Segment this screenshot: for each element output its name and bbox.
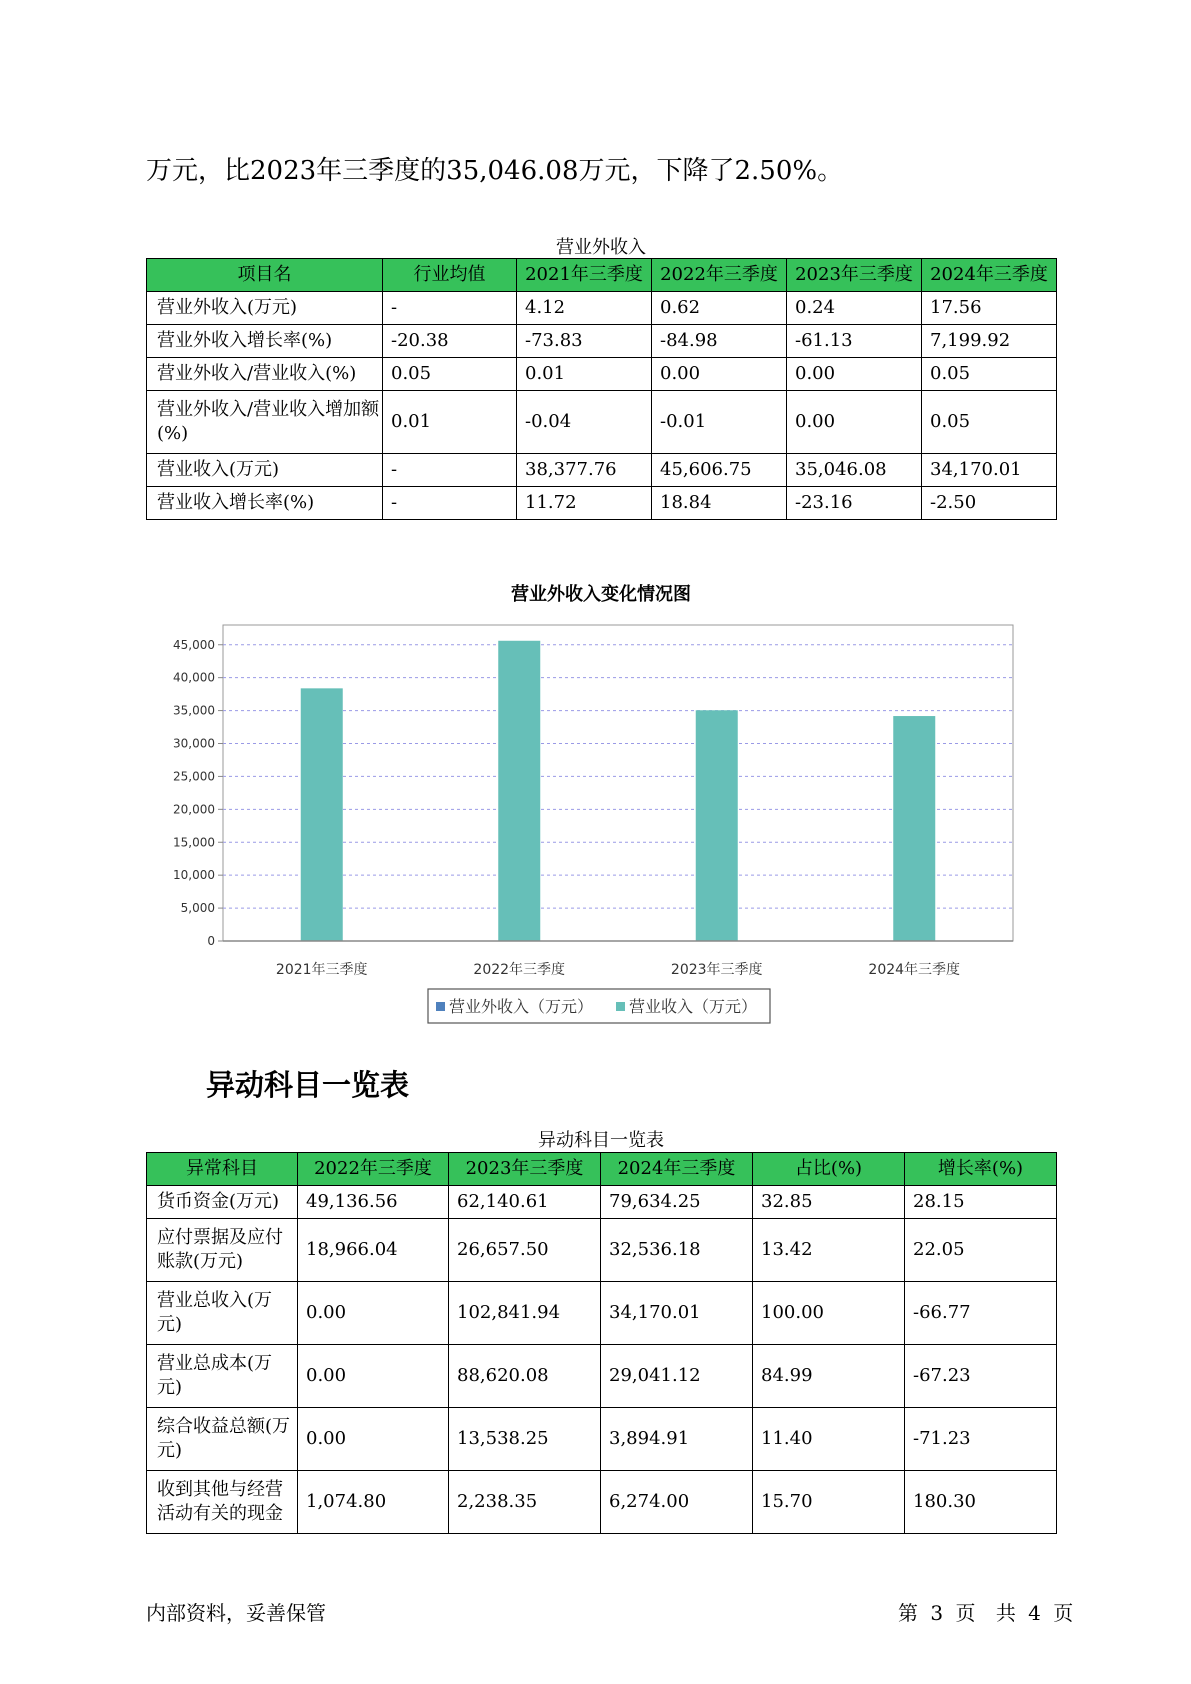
table-cell: -20.38 bbox=[383, 325, 517, 358]
table-cell: 18.84 bbox=[652, 487, 787, 520]
table-cell: 29,041.12 bbox=[601, 1345, 753, 1408]
row-label: 营业外收入增长率(%) bbox=[147, 325, 383, 358]
table-cell: 38,377.76 bbox=[517, 454, 652, 487]
table-cell: 6,274.00 bbox=[601, 1471, 753, 1534]
table-row bbox=[147, 487, 1057, 520]
x-tick-label: 2023年三季度 bbox=[670, 962, 763, 978]
table-cell: 3,894.91 bbox=[601, 1408, 753, 1471]
table-cell: 62,140.61 bbox=[449, 1186, 601, 1219]
table-cell: 180.30 bbox=[905, 1471, 1057, 1534]
table-cell: 17.56 bbox=[922, 292, 1057, 325]
column-header: 2022年三季度 bbox=[298, 1153, 449, 1186]
table-row bbox=[147, 454, 1057, 487]
page-number: 3 bbox=[930, 1601, 944, 1625]
bar bbox=[301, 688, 343, 941]
table-cell: 35,046.08 bbox=[787, 454, 922, 487]
page-unit: 页 bbox=[955, 1601, 976, 1625]
table-cell: -2.50 bbox=[922, 487, 1057, 520]
y-tick-label: 15,000 bbox=[173, 835, 215, 850]
table-cell: - bbox=[383, 454, 517, 487]
table-cell: 102,841.94 bbox=[449, 1282, 601, 1345]
table-cell: 0.62 bbox=[652, 292, 787, 325]
table-cell: 2,238.35 bbox=[449, 1471, 601, 1534]
table-cell: 7,199.92 bbox=[922, 325, 1057, 358]
page-indicator bbox=[898, 1597, 1079, 1626]
table-header-row bbox=[147, 1153, 1057, 1186]
table-cell: -61.13 bbox=[787, 325, 922, 358]
row-label: 营业外收入/营业收入增加额(%) bbox=[147, 391, 383, 454]
bar-chart bbox=[146, 580, 1056, 1040]
y-tick-label: 40,000 bbox=[173, 670, 215, 685]
footer-confidential-note: 内部资料，妥善保管 bbox=[146, 1601, 326, 1625]
table-cell: 0.00 bbox=[298, 1282, 449, 1345]
table-cell: 18,966.04 bbox=[298, 1219, 449, 1282]
table-row bbox=[147, 1186, 1057, 1219]
table-cell: 28.15 bbox=[905, 1186, 1057, 1219]
table-cell: -0.04 bbox=[517, 391, 652, 454]
table-cell: 0.05 bbox=[922, 391, 1057, 454]
table-cell: 0.01 bbox=[383, 391, 517, 454]
page-label: 第 bbox=[898, 1601, 918, 1625]
x-axis-ticks bbox=[276, 961, 960, 978]
table-cell: 11.72 bbox=[517, 487, 652, 520]
y-tick-label: 5,000 bbox=[180, 901, 215, 916]
table-cell: - bbox=[383, 487, 517, 520]
non-operating-income-table bbox=[146, 258, 1057, 520]
column-header: 增长率(%) bbox=[905, 1153, 1057, 1186]
table-cell: -73.83 bbox=[517, 325, 652, 358]
table-row bbox=[147, 1345, 1057, 1408]
y-axis-ticks bbox=[173, 638, 223, 948]
table-cell: 84.99 bbox=[753, 1345, 905, 1408]
table-row bbox=[147, 325, 1057, 358]
table-cell: -84.98 bbox=[652, 325, 787, 358]
column-header: 占比(%) bbox=[753, 1153, 905, 1186]
table-cell: 0.00 bbox=[298, 1345, 449, 1408]
table-cell: 26,657.50 bbox=[449, 1219, 601, 1282]
x-tick-label: 2024年三季度 bbox=[868, 962, 961, 978]
table-row bbox=[147, 358, 1057, 391]
table-cell: 0.00 bbox=[787, 358, 922, 391]
table-cell: 34,170.01 bbox=[922, 454, 1057, 487]
total-label: 共 bbox=[995, 1601, 1016, 1625]
y-tick-label: 45,000 bbox=[173, 637, 215, 652]
y-tick-label: 0 bbox=[207, 934, 215, 948]
table-cell: 79,634.25 bbox=[601, 1186, 753, 1219]
row-label: 营业收入增长率(%) bbox=[147, 487, 383, 520]
table-cell: 11.40 bbox=[753, 1408, 905, 1471]
table-cell: -0.01 bbox=[652, 391, 787, 454]
row-label: 营业外收入/营业收入(%) bbox=[147, 358, 383, 391]
bar bbox=[893, 716, 935, 941]
table-row bbox=[147, 1219, 1057, 1282]
table-cell: 0.00 bbox=[787, 391, 922, 454]
legend-swatch bbox=[616, 1002, 625, 1011]
table-cell: - bbox=[383, 292, 517, 325]
table-cell: -67.23 bbox=[905, 1345, 1057, 1408]
table-row bbox=[147, 1408, 1057, 1471]
column-header: 2022年三季度 bbox=[652, 259, 787, 292]
table-cell: 49,136.56 bbox=[298, 1186, 449, 1219]
column-header: 2024年三季度 bbox=[922, 259, 1057, 292]
section-title: 异动科目一览表 bbox=[206, 1068, 410, 1102]
table2-caption: 异动科目一览表 bbox=[538, 1130, 664, 1151]
abnormal-items-table bbox=[146, 1152, 1057, 1534]
chart-title: 营业外收入变化情况图 bbox=[511, 584, 691, 605]
bar bbox=[696, 710, 738, 941]
row-label: 货币资金(万元) bbox=[147, 1186, 298, 1219]
table-cell: 1,074.80 bbox=[298, 1471, 449, 1534]
row-label: 营业总成本(万元) bbox=[147, 1345, 298, 1408]
y-tick-label: 20,000 bbox=[173, 802, 215, 817]
x-tick-label: 2022年三季度 bbox=[473, 962, 566, 978]
row-label: 营业收入(万元) bbox=[147, 454, 383, 487]
column-header: 2023年三季度 bbox=[449, 1153, 601, 1186]
table-cell: -23.16 bbox=[787, 487, 922, 520]
column-header: 2021年三季度 bbox=[517, 259, 652, 292]
legend-label: 营业外收入（万元） bbox=[449, 997, 594, 1016]
table-cell: 32.85 bbox=[753, 1186, 905, 1219]
x-tick-label: 2021年三季度 bbox=[275, 962, 368, 978]
table-cell: 15.70 bbox=[753, 1471, 905, 1534]
table-cell: 88,620.08 bbox=[449, 1345, 601, 1408]
y-tick-label: 35,000 bbox=[173, 703, 215, 718]
column-header: 异常科目 bbox=[147, 1153, 298, 1186]
table-cell: 45,606.75 bbox=[652, 454, 787, 487]
table1-caption: 营业外收入 bbox=[556, 237, 646, 258]
y-tick-label: 30,000 bbox=[173, 736, 215, 751]
row-label: 应付票据及应付账款(万元) bbox=[147, 1219, 298, 1282]
table-row bbox=[147, 1282, 1057, 1345]
table-cell: 32,536.18 bbox=[601, 1219, 753, 1282]
column-header: 2023年三季度 bbox=[787, 259, 922, 292]
table-row bbox=[147, 391, 1057, 454]
table-cell: 0.00 bbox=[298, 1408, 449, 1471]
table-cell: 22.05 bbox=[905, 1219, 1057, 1282]
table-cell: 13,538.25 bbox=[449, 1408, 601, 1471]
chart-legend bbox=[428, 989, 770, 1023]
y-tick-label: 25,000 bbox=[173, 769, 215, 784]
table-cell: 0.00 bbox=[652, 358, 787, 391]
table-cell: 0.24 bbox=[787, 292, 922, 325]
column-header: 2024年三季度 bbox=[601, 1153, 753, 1186]
legend-label: 营业收入（万元） bbox=[629, 997, 758, 1016]
table-cell: 0.05 bbox=[383, 358, 517, 391]
row-label: 营业总收入(万元) bbox=[147, 1282, 298, 1345]
column-header: 行业均值 bbox=[383, 259, 517, 292]
table-row bbox=[147, 292, 1057, 325]
row-label: 收到其他与经营活动有关的现金 bbox=[147, 1471, 298, 1534]
y-tick-label: 10,000 bbox=[173, 868, 215, 883]
bar bbox=[498, 641, 540, 941]
table-cell: 0.05 bbox=[922, 358, 1057, 391]
table-cell: 4.12 bbox=[517, 292, 652, 325]
table-cell: 13.42 bbox=[753, 1219, 905, 1282]
legend-swatch bbox=[436, 1002, 445, 1011]
intro-paragraph: 万元，比2023年三季度的35,046.08万元，下降了2.50%。 bbox=[146, 156, 844, 186]
total-unit: 页 bbox=[1053, 1601, 1074, 1625]
table-cell: 34,170.01 bbox=[601, 1282, 753, 1345]
table-cell: 100.00 bbox=[753, 1282, 905, 1345]
table-cell: -66.77 bbox=[905, 1282, 1057, 1345]
row-label: 综合收益总额(万元) bbox=[147, 1408, 298, 1471]
table-cell: 0.01 bbox=[517, 358, 652, 391]
table-cell: -71.23 bbox=[905, 1408, 1057, 1471]
total-pages: 4 bbox=[1028, 1601, 1041, 1625]
table-header-row bbox=[147, 259, 1057, 292]
row-label: 营业外收入(万元) bbox=[147, 292, 383, 325]
table-row bbox=[147, 1471, 1057, 1534]
column-header: 项目名 bbox=[147, 259, 383, 292]
